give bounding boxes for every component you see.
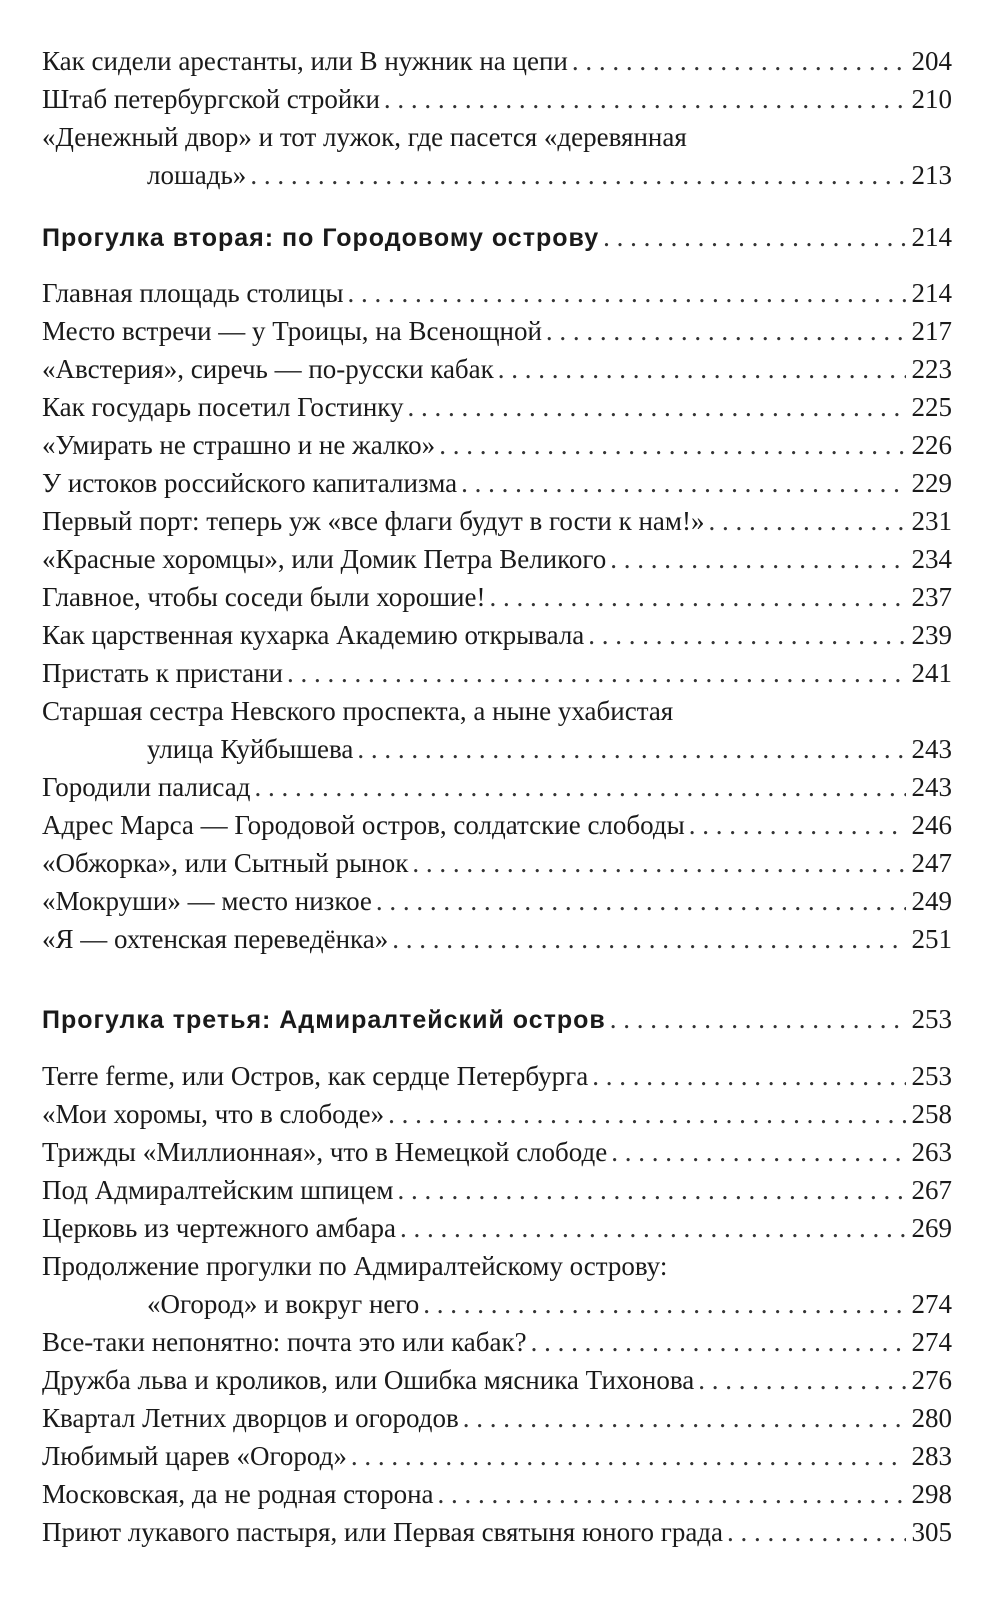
leader-dots	[611, 1133, 905, 1171]
toc-entry	[42, 1361, 952, 1399]
toc-entry	[42, 118, 952, 194]
toc-entry	[42, 1095, 952, 1133]
leader-dots	[412, 844, 905, 882]
leader-dots	[546, 312, 906, 350]
entry-title: Квартал Летних дворцов и огородов	[42, 1399, 463, 1437]
entry-title: Трижды «Миллионная», что в Немецкой слободе	[42, 1133, 611, 1171]
leader-dots	[531, 1323, 906, 1361]
entry-title: Пристать к пристани	[42, 654, 287, 692]
toc-entry	[42, 350, 952, 388]
toc-entry	[42, 1057, 952, 1095]
leader-dots	[388, 1095, 905, 1133]
leader-dots	[588, 616, 905, 654]
page-number: 229	[906, 464, 953, 502]
entry-title: Главное, чтобы соседи были хорошие!	[42, 578, 489, 616]
toc-entry	[42, 806, 952, 844]
leader-dots	[708, 502, 905, 540]
toc-entry	[42, 654, 952, 692]
entry-title: Приют лукавого пастыря, или Первая святыня юного града	[42, 1513, 727, 1551]
leader-dots	[572, 42, 906, 80]
entry-title: «Мокруши» — место низкое	[42, 882, 376, 920]
entry-title: Старшая сестра Невского проспекта, а ныне ухабистая	[42, 692, 677, 730]
entry-title: Terre ferme, или Остров, как сердце Петербурга	[42, 1057, 592, 1095]
page-number: 249	[906, 882, 953, 920]
entry-title: Городили палисад	[42, 768, 254, 806]
toc-entry	[42, 616, 952, 654]
toc-entry	[42, 388, 952, 426]
page-number: 253	[906, 1000, 953, 1038]
entry-title: Дружба льва и кроликов, или Ошибка мясника Тихонова	[42, 1361, 698, 1399]
leader-dots	[689, 806, 906, 844]
toc-entry	[42, 844, 952, 882]
page-number: 253	[906, 1057, 953, 1095]
page-number: 246	[906, 806, 953, 844]
section-title: Прогулка третья: Адмиралтейский остров	[42, 1001, 610, 1039]
leader-dots	[376, 882, 906, 920]
section-heading	[42, 1000, 952, 1038]
page-number: 225	[906, 388, 953, 426]
page-number: 258	[906, 1095, 953, 1133]
leader-dots	[438, 1475, 906, 1513]
page-number: 274	[906, 1285, 953, 1323]
leader-dots	[357, 730, 905, 768]
page-number: 237	[906, 578, 953, 616]
page-number: 204	[906, 42, 953, 80]
page-number: 243	[906, 730, 953, 768]
toc-entry	[42, 578, 952, 616]
leader-dots	[392, 920, 905, 958]
entry-title: Главная площадь столицы	[42, 274, 347, 312]
toc-entry	[42, 42, 952, 80]
entry-title: Под Адмиралтейским шпицем	[42, 1171, 398, 1209]
entry-title: Как сидели арестанты, или В нужник на цепи	[42, 42, 572, 80]
toc-entry	[42, 1247, 952, 1323]
entry-title-continued: улица Куйбышева	[147, 730, 357, 768]
leader-dots	[461, 464, 905, 502]
page-number: 214	[906, 274, 953, 312]
leader-dots	[727, 1513, 905, 1551]
entry-title-continued: лошадь»	[147, 156, 250, 194]
page-number: 210	[906, 80, 953, 118]
toc-entry	[42, 1323, 952, 1361]
page-number: 243	[906, 768, 953, 806]
section-title: Прогулка вторая: по Городовому острову	[42, 219, 603, 257]
toc-entry	[42, 920, 952, 958]
leader-dots	[351, 1437, 906, 1475]
leader-dots	[398, 1171, 906, 1209]
toc-entry	[42, 464, 952, 502]
page-number: 251	[906, 920, 953, 958]
page-number: 241	[906, 654, 953, 692]
entry-title: «Умирать не страшно и не жалко»	[42, 426, 439, 464]
toc-entry	[42, 1209, 952, 1247]
page-number: 269	[906, 1209, 953, 1247]
leader-dots	[250, 156, 905, 194]
page-number: 223	[906, 350, 953, 388]
entry-title: «Австерия», сиречь — по-русски кабак	[42, 350, 498, 388]
leader-dots	[400, 1209, 906, 1247]
leader-dots	[254, 768, 905, 806]
entry-title: «Мои хоромы, что в слободе»	[42, 1095, 388, 1133]
entry-title: Любимый царев «Огород»	[42, 1437, 351, 1475]
toc-entry	[42, 502, 952, 540]
page-number: 231	[906, 502, 953, 540]
toc-entry	[42, 768, 952, 806]
leader-dots	[489, 578, 905, 616]
entry-title: Место встречи — у Троицы, на Всенощной	[42, 312, 546, 350]
entry-title: Как царственная кухарка Академию открывала	[42, 616, 588, 654]
toc-entry	[42, 692, 952, 768]
page-number: 283	[906, 1437, 953, 1475]
page-number: 217	[906, 312, 953, 350]
page-number: 274	[906, 1323, 953, 1361]
entry-title: «Красные хоромцы», или Домик Петра Великого	[42, 540, 610, 578]
page-number: 276	[906, 1361, 953, 1399]
toc-entry	[42, 882, 952, 920]
entry-title: «Я — охтенская переведёнка»	[42, 920, 392, 958]
entry-title: Все-таки непонятно: почта это или кабак?	[42, 1323, 531, 1361]
leader-dots	[698, 1361, 905, 1399]
leader-dots	[408, 388, 906, 426]
page-number: 298	[906, 1475, 953, 1513]
entry-title: Штаб петербургской стройки	[42, 80, 384, 118]
toc-entry	[42, 540, 952, 578]
entry-title: Продолжение прогулки по Адмиралтейскому острову:	[42, 1247, 671, 1285]
toc-entry	[42, 1513, 952, 1551]
entry-title: Церковь из чертежного амбара	[42, 1209, 400, 1247]
toc-entry	[42, 312, 952, 350]
toc-entry	[42, 1133, 952, 1171]
leader-dots	[603, 218, 905, 256]
entry-title-continued: «Огород» и вокруг него	[147, 1285, 423, 1323]
entry-title: У истоков российского капитализма	[42, 464, 461, 502]
page-number: 214	[906, 218, 953, 256]
toc-entry	[42, 274, 952, 312]
leader-dots	[592, 1057, 905, 1095]
page-number: 239	[906, 616, 953, 654]
toc-entry	[42, 1437, 952, 1475]
leader-dots	[347, 274, 905, 312]
toc-entry	[42, 426, 952, 464]
leader-dots	[610, 540, 905, 578]
leader-dots	[610, 1000, 906, 1038]
page-number: 263	[906, 1133, 953, 1171]
leader-dots	[463, 1399, 906, 1437]
entry-title: Первый порт: теперь уж «все флаги будут в гости к нам!»	[42, 502, 708, 540]
entry-title: Как государь посетил Гостинку	[42, 388, 408, 426]
page-number: 213	[906, 156, 953, 194]
page-number: 280	[906, 1399, 953, 1437]
leader-dots	[423, 1285, 905, 1323]
entry-title: Адрес Марса — Городовой остров, солдатские слободы	[42, 806, 689, 844]
leader-dots	[287, 654, 906, 692]
page-number: 305	[906, 1513, 953, 1551]
toc-entry	[42, 1475, 952, 1513]
leader-dots	[384, 80, 906, 118]
leader-dots	[498, 350, 906, 388]
page-number: 247	[906, 844, 953, 882]
entry-title: Московская, да не родная сторона	[42, 1475, 438, 1513]
toc-entry	[42, 1171, 952, 1209]
toc-entry	[42, 1399, 952, 1437]
page-number: 267	[906, 1171, 953, 1209]
section-heading	[42, 218, 952, 256]
entry-title: «Денежный двор» и тот лужок, где пасется «деревянная	[42, 118, 691, 156]
page-number: 234	[906, 540, 953, 578]
page-number: 226	[906, 426, 953, 464]
entry-title: «Обжорка», или Сытный рынок	[42, 844, 412, 882]
leader-dots	[439, 426, 905, 464]
toc-entry	[42, 80, 952, 118]
